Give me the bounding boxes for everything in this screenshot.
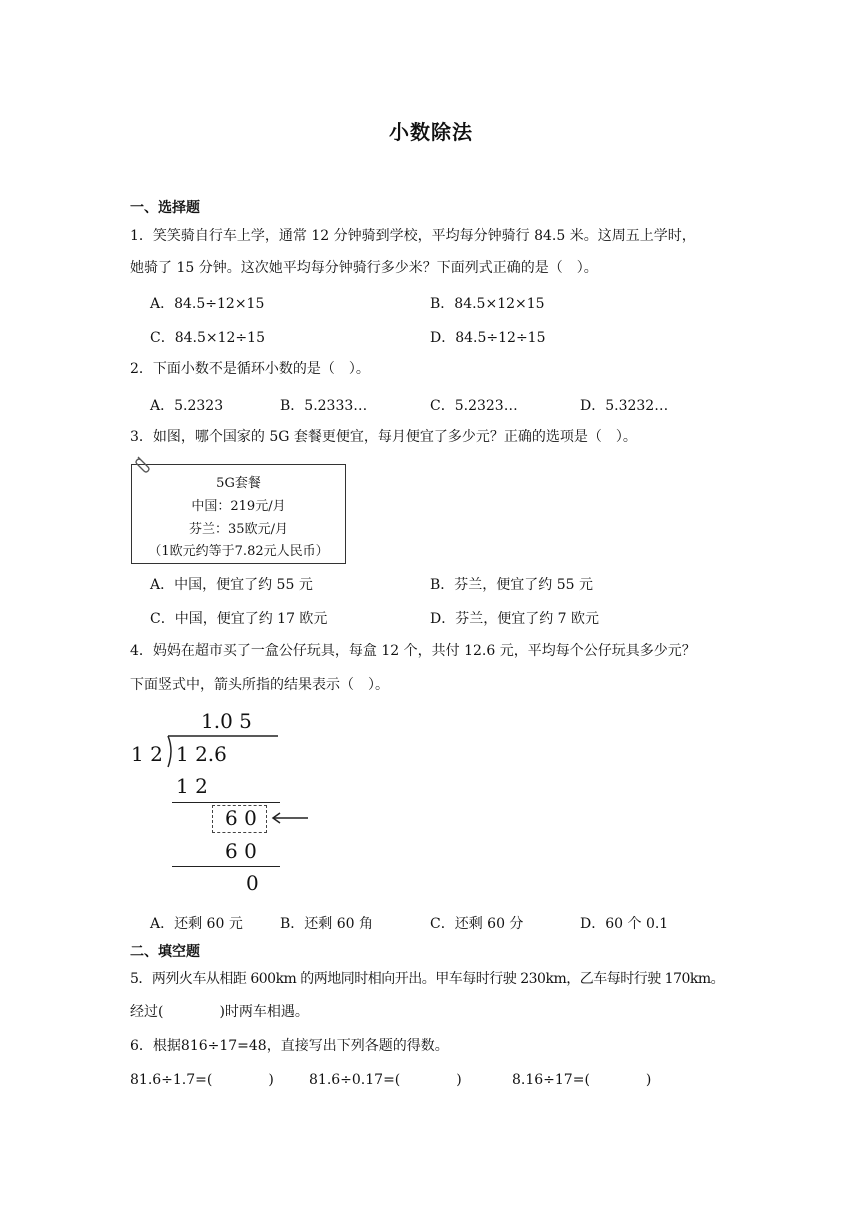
card-finland-price: 芬兰：35欧元/月 <box>189 522 288 537</box>
card-china-price: 中国：219元/月 <box>191 499 286 514</box>
q2-text: 2．下面小数不是循环小数的是（ ）。 <box>130 361 370 377</box>
q2-option-c[interactable]: C．5.2323… <box>430 398 518 414</box>
q3-text: 3．如图，哪个国家的 5G 套餐更便宜，每月便宜了多少元？正确的选项是（ ）。 <box>130 429 637 445</box>
q4-option-a[interactable]: A．还剩 60 元 <box>150 916 243 932</box>
q2-option-b[interactable]: B．5.2333… <box>280 398 368 414</box>
q6-expression-1[interactable]: 81.6÷1.7=( ) <box>130 1072 274 1088</box>
division-step1: 1 2 <box>176 774 208 798</box>
paperclip-icon <box>134 454 154 474</box>
q4-option-b[interactable]: B．还剩 60 角 <box>280 916 374 932</box>
q3-option-c[interactable]: C．中国，便宜了约 17 欧元 <box>150 611 328 627</box>
q6-expression-2[interactable]: 81.6÷0.17=( ) <box>309 1072 462 1088</box>
division-divisor: 1 2 <box>131 742 163 766</box>
q5-text-line2: 经过( )时两车相遇。 <box>130 1004 309 1020</box>
q2-option-d[interactable]: D．5.3232… <box>580 398 669 414</box>
division-step2: 6 0 <box>225 839 257 863</box>
q4-option-d[interactable]: D．60 个 0.1 <box>580 916 669 932</box>
q1-text-line1: 1．笑笑骑自行车上学，通常 12 分钟骑到学校，平均每分钟骑行 84.5 米。这周五上学时， <box>130 228 696 244</box>
division-remainder: 0 <box>246 871 259 895</box>
division-dividend: 1 2.6 <box>176 742 227 766</box>
q3-option-d[interactable]: D．芬兰，便宜了约 7 欧元 <box>430 611 600 627</box>
q4-text-line2: 下面竖式中，箭头所指的结果表示（ ）。 <box>130 677 389 693</box>
q1-option-c[interactable]: C．84.5×12÷15 <box>150 330 265 346</box>
division-rule-1 <box>172 802 280 803</box>
q1-option-b[interactable]: B．84.5×12×15 <box>430 296 545 312</box>
division-rule-2 <box>172 866 280 867</box>
q1-option-d[interactable]: D．84.5÷12÷15 <box>430 330 546 346</box>
q6-expression-3[interactable]: 8.16÷17=( ) <box>512 1072 652 1088</box>
card-title: 5G套餐 <box>216 476 261 491</box>
q3-option-a[interactable]: A．中国，便宜了约 55 元 <box>150 577 313 593</box>
section-heading-fill: 二、填空题 <box>130 944 200 960</box>
q5-text-line1: 5．两列火车从相距 600km 的两地同时相向开出。甲车每时行驶 230km，乙车每时行驶 170km。 <box>130 971 725 987</box>
division-boxed-value: 6 0 <box>225 806 257 830</box>
arrow-left-icon <box>270 810 310 826</box>
card-exchange-rate: （1欧元约等于7.82元人民币） <box>148 544 329 559</box>
plan-info-card <box>131 464 346 564</box>
q6-text: 6．根据816÷17=48，直接写出下列各题的得数。 <box>130 1038 449 1054</box>
page-title: 小数除法 <box>389 120 473 144</box>
q2-option-a[interactable]: A．5.2323 <box>150 398 224 414</box>
q1-text-line2: 她骑了 15 分钟。这次她平均每分钟骑行多少米？下面列式正确的是（ ）。 <box>130 260 598 276</box>
q1-option-a[interactable]: A．84.5÷12×15 <box>150 296 265 312</box>
section-heading-choice: 一、选择题 <box>130 200 200 216</box>
q3-option-b[interactable]: B．芬兰，便宜了约 55 元 <box>430 577 594 593</box>
division-quotient: 1.0 5 <box>201 709 252 733</box>
q4-option-c[interactable]: C．还剩 60 分 <box>430 916 524 932</box>
q4-text-line1: 4．妈妈在超市买了一盒公仔玩具，每盒 12 个，共付 12.6 元，平均每个公仔玩具多少元？ <box>130 643 696 659</box>
